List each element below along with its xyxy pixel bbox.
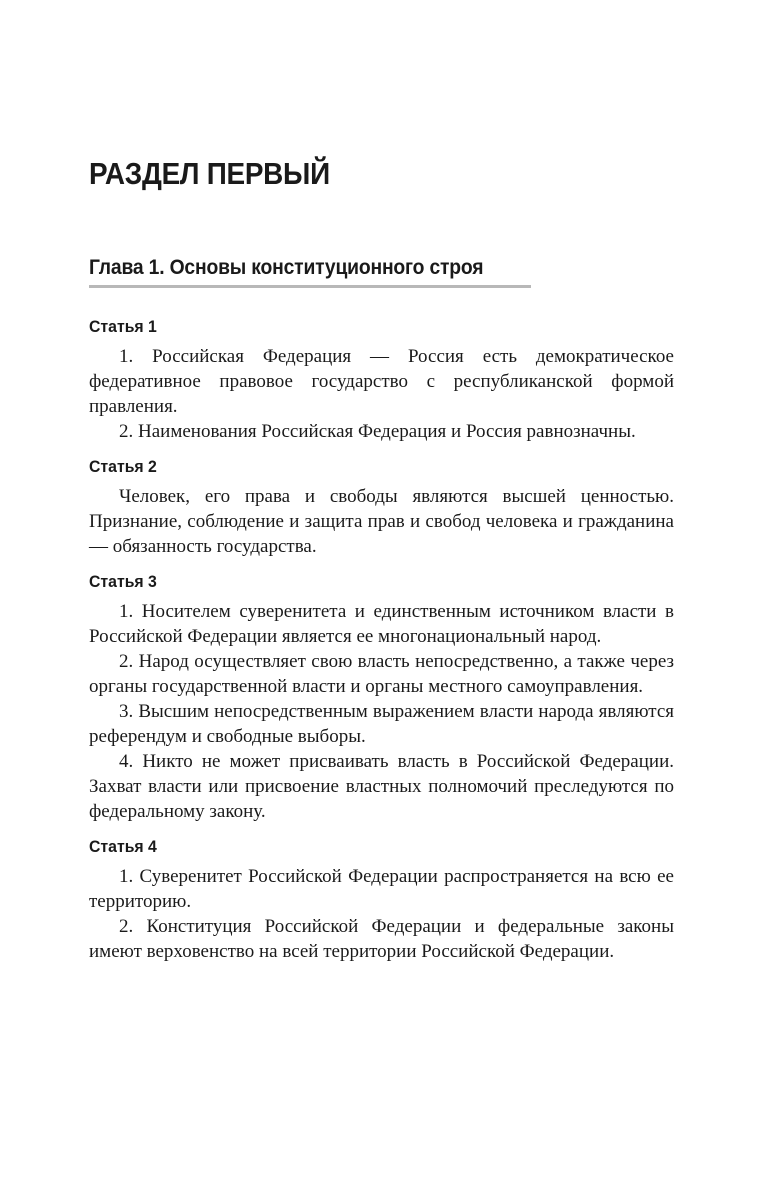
article-paragraph: 1. Суверенитет Российской Федерации распространяется на всю ее территорию.: [89, 866, 674, 912]
article-paragraph: 3. Высшим непосредственным выражением власти народа являются референдум и свободные выборы.: [89, 701, 674, 747]
article-heading: Статья 4: [89, 837, 157, 856]
articles-list: [89, 316, 674, 976]
document-page: [89, 0, 674, 1200]
article-2: [89, 456, 674, 559]
article-heading: Статья 2: [89, 457, 157, 476]
article-1: [89, 316, 674, 444]
article-paragraph: 4. Никто не может присваивать власть в Российской Федерации. Захват власти или присвоение властных полномочий преследуются по федеральному закону.: [89, 751, 674, 822]
section-title: РАЗДЕЛ ПЕРВЫЙ: [89, 156, 330, 191]
article-paragraph: Человек, его права и свободы являются высшей ценностью. Признание, соблюдение и защита прав и свобод человека и гражданина — обязанность государства.: [89, 486, 674, 557]
article-paragraph: 2. Конституция Российской Федерации и федеральные законы имеют верховенство на всей территории Российской Федерации.: [89, 916, 674, 962]
chapter-underline: [89, 285, 531, 288]
article-paragraph: 2. Народ осуществляет свою власть непосредственно, а также через органы государственной власти и органы местного самоуправления.: [89, 651, 674, 697]
article-heading: Статья 1: [89, 317, 157, 336]
article-paragraph: 1. Российская Федерация — Россия есть демократическое федеративное правовое государство с республиканской формой правления.: [89, 346, 674, 417]
article-paragraph: 1. Носителем суверенитета и единственным источником власти в Российской Федерации является ее многонациональный народ.: [89, 601, 674, 647]
article-heading: Статья 3: [89, 572, 157, 591]
article-paragraph: 2. Наименования Российская Федерация и Россия равнозначны.: [119, 421, 636, 442]
article-4: [89, 836, 674, 964]
chapter-title: Глава 1. Основы конституционного строя: [89, 256, 484, 279]
article-3: [89, 571, 674, 824]
